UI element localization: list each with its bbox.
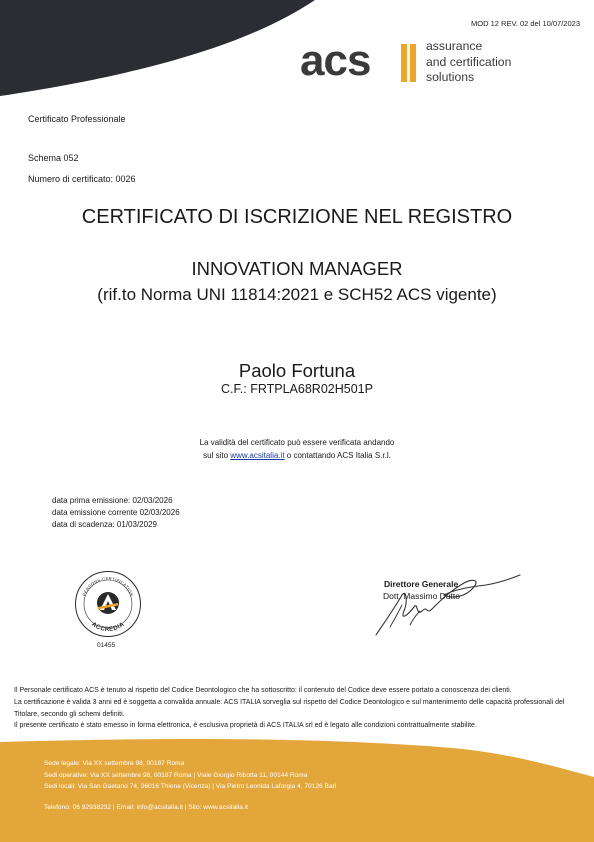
seal-top-text: PERSONS CERTIFICATION: [81, 575, 135, 597]
footer-operational-offices: Sedi operative: Via XX settembre 98, 00187 Roma | Viale Giorgio Ribotta 11, 00144 Roma: [44, 771, 308, 779]
footer-legal-address: Sede legale: Via XX settembre 98, 00187 Roma: [44, 760, 185, 767]
logo-mark: acs: [300, 36, 371, 85]
expiry-date: data di scadenza: 01/03/2029: [52, 520, 157, 529]
seal-name: ACCREDIA: [90, 620, 126, 634]
logo-tagline: [426, 39, 511, 86]
certificate-subtitle: INNOVATION MANAGER: [191, 258, 403, 279]
schema-number: Schema 052: [28, 153, 79, 163]
legal-note: Il presente certificato è stato emesso in forma elettronica, è esclusiva proprietà di ACS ITALIA srl ed è legato alle condizioni contrattualmente stabilite.: [14, 722, 477, 730]
signer-name: Dott. Massimo Dutto: [383, 591, 460, 601]
accredia-seal-icon: [74, 570, 142, 638]
current-issue-date: data emissione corrente 02/03/2026: [52, 508, 180, 517]
legal-note: La certificazione è valida 3 anni ed è soggetta a convalida annuale: ACS ITALIA sorveglia sul rispetto del Codice Deontologico e sul mantenimento delle capacità professionali del Titolare, secondo gli schemi definiti.: [14, 698, 565, 718]
validity-line: [0, 449, 594, 462]
legal-note: Il Personale certificato ACS è tenuto al rispetto del Codice Deontologico che ha sottoscritto: il contenuto del Codice deve essere portato a conoscenza dei clienti.: [14, 687, 512, 694]
footer-contacts: [44, 758, 336, 813]
validity-prefix: sul sito: [203, 451, 229, 460]
logo-bars-icon: [401, 44, 417, 82]
first-issue-date: data prima emissione: 02/03/2026: [52, 496, 173, 505]
logo-tagline-line: assurance: [426, 39, 483, 53]
accredia-code: 01455: [97, 642, 116, 649]
holder-fiscal-code: C.F.: FRTPLA68R02H501P: [221, 382, 373, 396]
corner-decoration: [0, 0, 320, 100]
certificate-number: Numero di certificato: 0026: [28, 174, 136, 184]
website-link[interactable]: www.acsitalia.it: [230, 451, 285, 460]
form-code: MOD 12 REV. 02 del 10/07/2023: [471, 19, 580, 28]
signer-title: Direttore Generale: [384, 579, 459, 589]
norm-reference: (rif.to Norma UNI 11814:2021 e SCH52 ACS vigente): [97, 285, 497, 304]
holder-name: Paolo Fortuna: [238, 360, 356, 381]
validity-note: [0, 436, 594, 462]
certificate-title: CERTIFICATO DI ISCRIZIONE NEL REGISTRO: [81, 206, 513, 228]
signature-image: [370, 565, 530, 640]
validity-suffix: o contattando ACS Italia S.r.l.: [286, 451, 391, 460]
logo-tagline-line: solutions: [426, 70, 475, 84]
legal-notes: [14, 685, 582, 732]
validity-line: La validità del certificato può essere verificata andando: [199, 438, 395, 447]
acs-logo: [300, 38, 550, 88]
certificate-type: Certificato Professionale: [28, 114, 126, 124]
footer-local-offices: Sedi locali: Via San Gaetano 74, 36016 Thiene (Vicenza) | Via Pietro Leonida Laforgia 4, 70126 Bari: [44, 783, 337, 790]
logo-tagline-line: and certification: [426, 54, 512, 69]
footer-contact-line: Telefono: 06 92938232 | Email: info@acsitalia.it | Sito: www.acsitalia.it: [44, 803, 249, 811]
